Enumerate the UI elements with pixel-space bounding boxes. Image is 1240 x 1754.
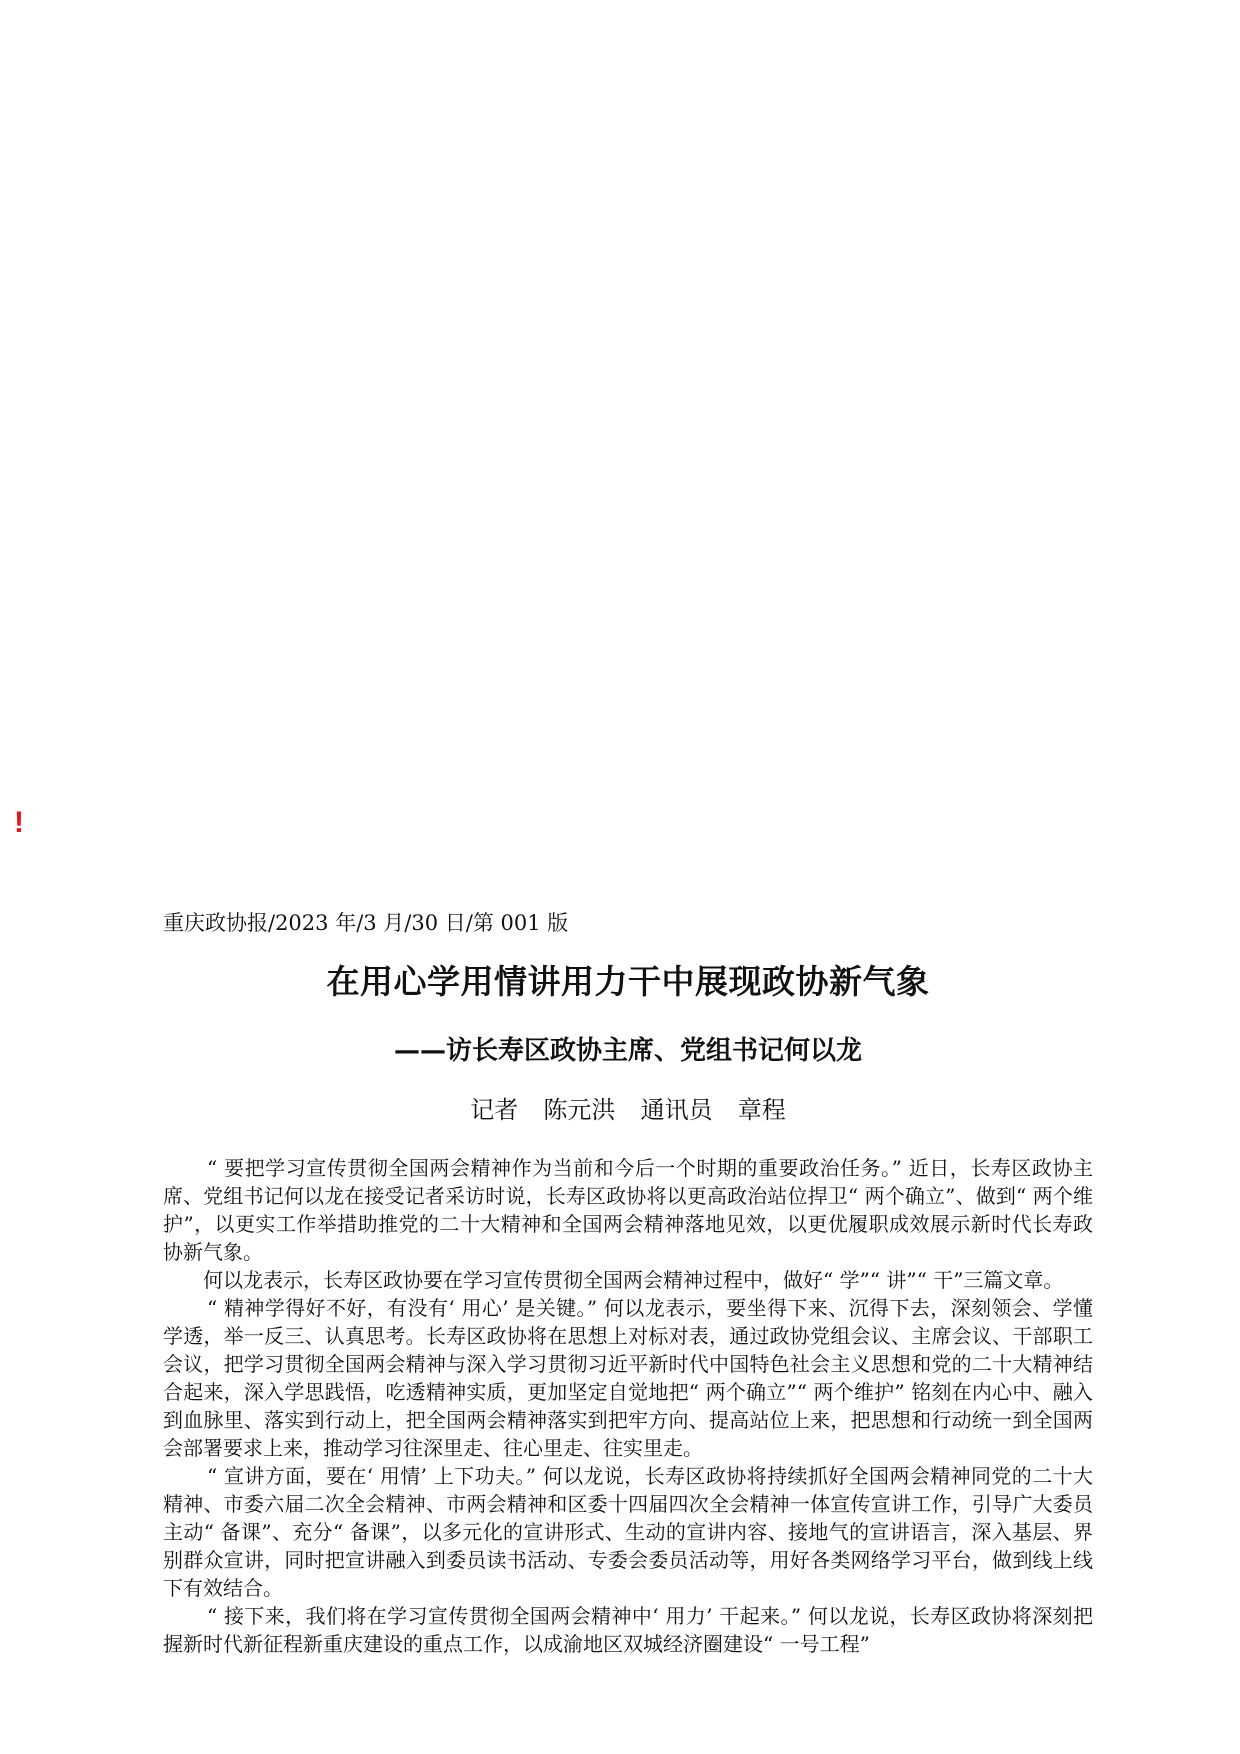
- paragraph: “ 接下来，我们将在学习宣传贯彻全国两会精神中‘ 用力’ 干起来。” 何以龙说，长寿区政协将深刻把握新时代新征程新重庆建设的重点工作，以成渝地区双城经济圈建设“ 一号工程”: [163, 1604, 1093, 1656]
- article: [163, 910, 1093, 1658]
- paragraph: 何以龙表示，长寿区政协要在学习宣传贯彻全国两会精神过程中，做好“ 学”“ 讲”“ 干”三篇文章。: [203, 1268, 1064, 1292]
- correspondent-role: 通讯员: [640, 1096, 713, 1124]
- reporter-name: 陈元洪: [543, 1096, 616, 1124]
- paragraph: “ 精神学得好不好，有没有‘ 用心’ 是关键。” 何以龙表示，要坐得下来、沉得下去，深刻领会、学懂学透，举一反三、认真思考。长寿区政协将在思想上对标对表，通过政协党组会议、主席会议、干部职工会议，把学习贯彻全国两会精神与深入学习贯彻习近平新时代中国特色社会主义思想和党的二十大精神结合起来，深入学思践悟，吃透精神实质，更加坚定自觉地把“ 两个确立”“ 两个维护” 铭刻在内心中、融入到血脉里、落实到行动上，把全国两会精神落实到把牢方向、提高站位上来，把思想和行动统一到全国两会部署要求上来，推动学习往深里走、往心里走、往实里走。: [163, 1296, 1093, 1460]
- reporter-role: 记者: [470, 1096, 519, 1124]
- source-line: 重庆政协报/2023 年/3 月/30 日/第 001 版: [163, 911, 569, 935]
- article-subtitle: ——访长寿区政协主席、党组书记何以龙: [393, 1036, 862, 1066]
- byline: [163, 1094, 1093, 1126]
- red-exclamation-mark: !: [14, 806, 24, 839]
- paragraph: “ 要把学习宣传贯彻全国两会精神作为当前和今后一个时期的重要政治任务。” 近日，长寿区政协主席、党组书记何以龙在接受记者采访时说，长寿区政协将以更高政治站位捍卫“ 两个确立”、做到“ 两个维护”，以更实工作举措助推党的二十大精神和全国两会精神落地见效，以更优履职成效展示新时代长寿政协新气象。: [163, 1156, 1093, 1264]
- correspondent-name: 章程: [737, 1096, 786, 1124]
- paragraph: “ 宣讲方面，要在‘ 用情’ 上下功夫。” 何以龙说，长寿区政协将持续抓好全国两会精神同党的二十大精神、市委六届二次全会精神、市两会精神和区委十四届四次全会精神一体宣传宣讲工作，引导广大委员主动“ 备课”、充分“ 备课”，以多元化的宣讲形式、生动的宣讲内容、接地气的宣讲语言，深入基层、界别群众宣讲，同时把宣讲融入到委员读书活动、专委会委员活动等，用好各类网络学习平台，做到线上线下有效结合。: [163, 1464, 1093, 1600]
- article-title: 在用心学用情讲用力干中展现政协新气象: [326, 962, 930, 1001]
